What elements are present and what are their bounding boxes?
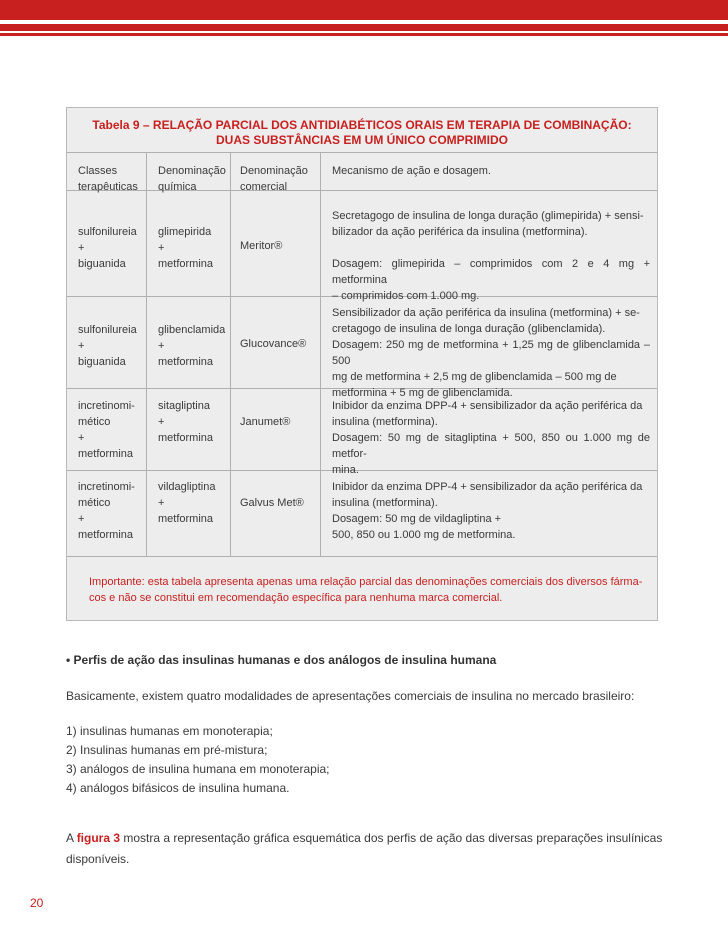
header-band bbox=[0, 0, 728, 20]
row3-comercial: Janumet® bbox=[240, 416, 291, 428]
figure-paragraph: A figura 3 mostra a representação gráfica esquemática dos perfis de ação das diversas preparações insulínicas disponíveis. bbox=[66, 831, 663, 866]
list-item: 2) Insulinas humanas em pré-mistura; bbox=[66, 743, 268, 757]
row3-quimica: sitagliptina + metformina bbox=[158, 400, 214, 444]
row1-classes: sulfonilureia + biguanida bbox=[78, 226, 137, 270]
row4-quimica: vildagliptina + metformina bbox=[158, 481, 216, 525]
row1-quimica: glimepirida + metformina bbox=[158, 226, 214, 270]
drug-table bbox=[66, 107, 658, 621]
header-stripe-thin bbox=[0, 33, 728, 36]
header-classes: Classes terapêuticas bbox=[78, 165, 138, 193]
row1-comercial: Meritor® bbox=[240, 240, 283, 252]
insulin-list bbox=[66, 722, 330, 798]
table-rule bbox=[67, 556, 657, 557]
row2-comercial: Glucovance® bbox=[240, 338, 307, 350]
table-rule bbox=[67, 152, 657, 153]
row2-quimica: glibenclamida + metformina bbox=[158, 324, 226, 368]
column-rule bbox=[320, 152, 321, 556]
row3-classes: incretinomi- mético + metformina bbox=[78, 400, 135, 460]
list-item: 4) análogos bifásicos de insulina humana. bbox=[66, 781, 290, 795]
row4-classes: incretinomi- mético + metformina bbox=[78, 481, 135, 541]
table-title: Tabela 9 – RELAÇÃO PARCIAL DOS ANTIDIABÉTICOS ORAIS EM TERAPIA DE COMBINAÇÃO: DUAS SUBSTÂNCIAS EM UM ÚNICO COMPRIMIDO bbox=[92, 118, 632, 147]
column-rule bbox=[146, 152, 147, 556]
row2-classes: sulfonilureia + biguanida bbox=[78, 324, 137, 368]
row2-mecanismo: Sensibilizador da ação periférica da insulina (metformina) + se- cretagogo de insulina de longa duração (glibenclamida). Dosagem: 250 mg de metformina + 1,25 mg de glibenclamida – 500 mg de metformina + 2,5 mg de glibenclamida – 500 mg de metformina + 5 mg de glibenclamida. bbox=[332, 307, 650, 399]
page-number: 20 bbox=[30, 896, 44, 910]
intro-paragraph: Basicamente, existem quatro modalidades de apresentações comerciais de insulina no mercado brasileiro: bbox=[66, 689, 635, 703]
row4-mecanismo: Inibidor da enzima DPP-4 + sensibilizador da ação periférica da insulina (metformina). Dosagem: 50 mg de vildagliptina + 500, 850 ou 1.000 mg de metformina. bbox=[332, 481, 643, 541]
header-mecanismo: Mecanismo de ação e dosagem. bbox=[332, 165, 491, 177]
section-heading: • Perfis de ação das insulinas humanas e dos análogos de insulina humana bbox=[66, 653, 497, 667]
table-rule bbox=[67, 190, 657, 191]
header-quimica: Denominação química bbox=[158, 165, 226, 193]
list-item: 3) análogos de insulina humana em monoterapia; bbox=[66, 762, 330, 776]
row3-mecanismo: Inibidor da enzima DPP-4 + sensibilizador da ação periférica da insulina (metformina). Dosagem: 50 mg de sitagliptina + 500, 850 ou 1.000 mg de metfor- mina. bbox=[332, 400, 650, 476]
important-note: Importante: esta tabela apresenta apenas uma relação parcial das denominações comerciais dos diversos fárma- cos e não se constitui em recomendação específica para nenhuma marca comercial. bbox=[89, 576, 643, 604]
column-rule bbox=[230, 152, 231, 556]
list-item: 1) insulinas humanas em monoterapia; bbox=[66, 724, 273, 738]
figure-3-link[interactable]: figura 3 bbox=[76, 831, 121, 845]
header-stripe bbox=[0, 24, 728, 31]
header-comercial: Denominação comercial bbox=[240, 165, 308, 193]
row4-comercial: Galvus Met® bbox=[240, 497, 304, 509]
row1-mecanismo: Secretagogo de insulina de longa duração (glimepirida) + sensi- bilizador da ação periférica da insulina (metformina). Dosagem: glimepirida – comprimidos com 2 e 4 mg + metformina – comprimidos com 1.000 mg. bbox=[332, 210, 650, 302]
